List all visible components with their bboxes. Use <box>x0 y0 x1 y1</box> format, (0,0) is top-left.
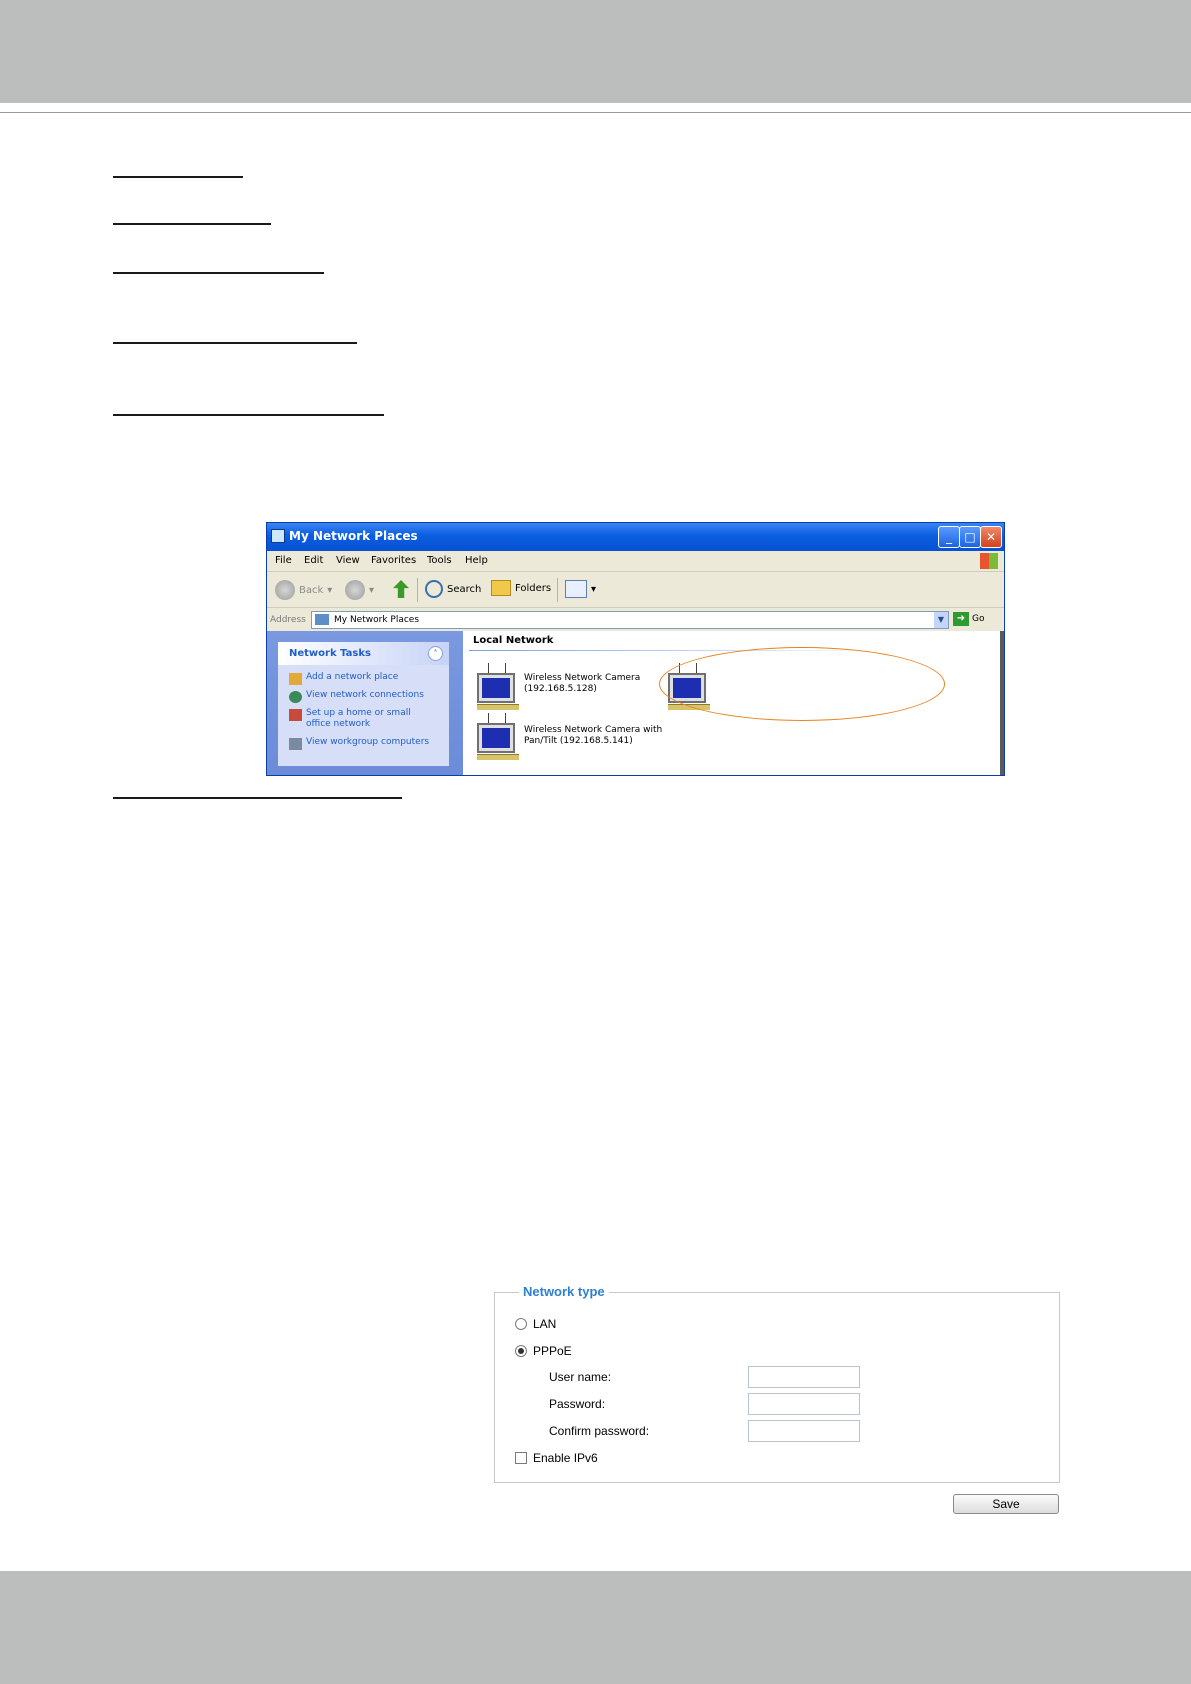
search-label: Search <box>447 583 482 595</box>
go-button[interactable] <box>953 612 984 626</box>
task-view-network-connections[interactable] <box>289 690 424 703</box>
minimize-button[interactable]: _ <box>938 526 960 548</box>
folders-button[interactable] <box>491 580 551 596</box>
menu-tools[interactable]: Tools <box>427 555 452 566</box>
device-name: Wireless Network Camera <box>524 673 641 683</box>
address-value: My Network Places <box>334 615 420 625</box>
underline-6 <box>113 797 402 799</box>
lan-label: LAN <box>533 1317 557 1331</box>
task-pane <box>267 631 463 775</box>
network-connections-icon <box>289 691 302 703</box>
toolbar-separator <box>557 578 558 602</box>
password-label: Password: <box>549 1397 606 1411</box>
address-dropdown-icon[interactable]: ▼ <box>934 612 948 628</box>
address-input[interactable] <box>311 611 949 629</box>
password-input[interactable] <box>748 1393 860 1415</box>
task-label: Add a network place <box>306 672 399 682</box>
views-dropdown-icon: ▾ <box>591 583 597 595</box>
screen-icon <box>482 678 510 698</box>
task-label: View network connections <box>306 690 424 700</box>
search-button[interactable] <box>425 580 481 598</box>
enable-ipv6-checkbox[interactable] <box>515 1452 527 1464</box>
device-name: Wireless Network Camera with <box>524 725 663 735</box>
confirm-password-input[interactable] <box>748 1420 860 1442</box>
workgroup-icon <box>289 738 302 750</box>
window-scrollbar[interactable] <box>1000 631 1004 775</box>
forward-dropdown-icon: ▾ <box>369 584 375 596</box>
pppoe-option[interactable] <box>515 1344 572 1358</box>
highlight-ellipse <box>659 647 945 721</box>
forward-arrow-icon <box>345 580 365 600</box>
search-icon <box>425 580 443 598</box>
underline-5 <box>113 414 384 416</box>
network-places-icon <box>315 614 329 625</box>
underline-1 <box>113 176 243 178</box>
underline-3 <box>113 272 324 274</box>
back-arrow-icon <box>275 580 295 600</box>
network-tasks-panel <box>278 642 449 766</box>
maximize-button[interactable]: □ <box>959 526 981 548</box>
collapse-chevron-icon[interactable]: ˄ <box>428 646 443 661</box>
window-title: My Network Places <box>289 529 418 543</box>
save-button[interactable]: Save <box>953 1494 1059 1514</box>
menu-help[interactable]: Help <box>465 555 488 566</box>
menu-file[interactable]: File <box>275 555 292 566</box>
network-type-fieldset <box>494 1284 1060 1483</box>
screen-icon <box>482 728 510 748</box>
local-network-heading: Local Network <box>473 635 554 646</box>
add-place-icon <box>289 673 302 685</box>
menu-favorites[interactable]: Favorites <box>371 555 417 566</box>
go-arrow-icon: ➜ <box>953 612 969 626</box>
menu-view[interactable]: View <box>336 555 360 566</box>
underline-4 <box>113 342 357 344</box>
user-name-input[interactable] <box>748 1366 860 1388</box>
device-ip: Pan/Tilt (192.168.5.141) <box>524 736 633 746</box>
back-label: Back <box>299 584 324 596</box>
underline-2 <box>113 223 271 225</box>
network-type-legend: Network type <box>519 1284 609 1299</box>
task-view-workgroup-computers[interactable] <box>289 737 429 750</box>
task-add-network-place[interactable] <box>289 672 398 685</box>
lan-radio[interactable] <box>515 1318 527 1330</box>
go-label: Go <box>972 614 985 624</box>
menu-bar <box>267 551 1004 571</box>
enable-ipv6-option[interactable] <box>515 1451 598 1465</box>
back-dropdown-icon: ▾ <box>327 584 333 596</box>
up-arrow-icon <box>393 580 409 598</box>
confirm-password-label: Confirm password: <box>549 1424 650 1438</box>
folders-icon <box>491 580 511 596</box>
windows-logo-icon <box>980 553 998 569</box>
pppoe-label: PPPoE <box>533 1344 572 1358</box>
task-label: View workgroup computers <box>306 737 430 747</box>
address-bar <box>267 607 1004 632</box>
bottom-footer-band <box>0 1571 1191 1684</box>
views-icon <box>565 580 587 598</box>
user-name-label: User name: <box>549 1370 612 1384</box>
device-base-icon <box>477 704 519 710</box>
folders-label: Folders <box>515 582 552 594</box>
network-places-icon <box>271 529 285 543</box>
task-set-up-home-network[interactable] <box>289 708 419 730</box>
views-button[interactable] <box>565 580 596 598</box>
toolbar-separator <box>417 578 418 602</box>
enable-ipv6-label: Enable IPv6 <box>533 1451 598 1465</box>
menu-edit[interactable]: Edit <box>304 555 324 566</box>
forward-button[interactable] <box>345 580 374 600</box>
network-tasks-title: Network Tasks <box>289 648 371 659</box>
pppoe-radio[interactable] <box>515 1345 527 1357</box>
lan-option[interactable] <box>515 1317 556 1331</box>
up-folder-button[interactable] <box>393 580 409 598</box>
close-button[interactable]: ✕ <box>980 526 1002 548</box>
address-label: Address <box>270 615 306 625</box>
explorer-window <box>266 522 1005 776</box>
back-button[interactable] <box>275 580 332 600</box>
header-rule <box>0 112 1191 113</box>
home-network-icon <box>289 709 302 721</box>
device-base-icon <box>477 754 519 760</box>
device-ip: (192.168.5.128) <box>524 684 597 694</box>
top-header-band <box>0 0 1191 103</box>
toolbar <box>267 571 1004 608</box>
network-tasks-header[interactable] <box>278 642 449 665</box>
task-label: Set up a home or small office network <box>306 708 411 729</box>
window-title-bar <box>267 523 1004 551</box>
